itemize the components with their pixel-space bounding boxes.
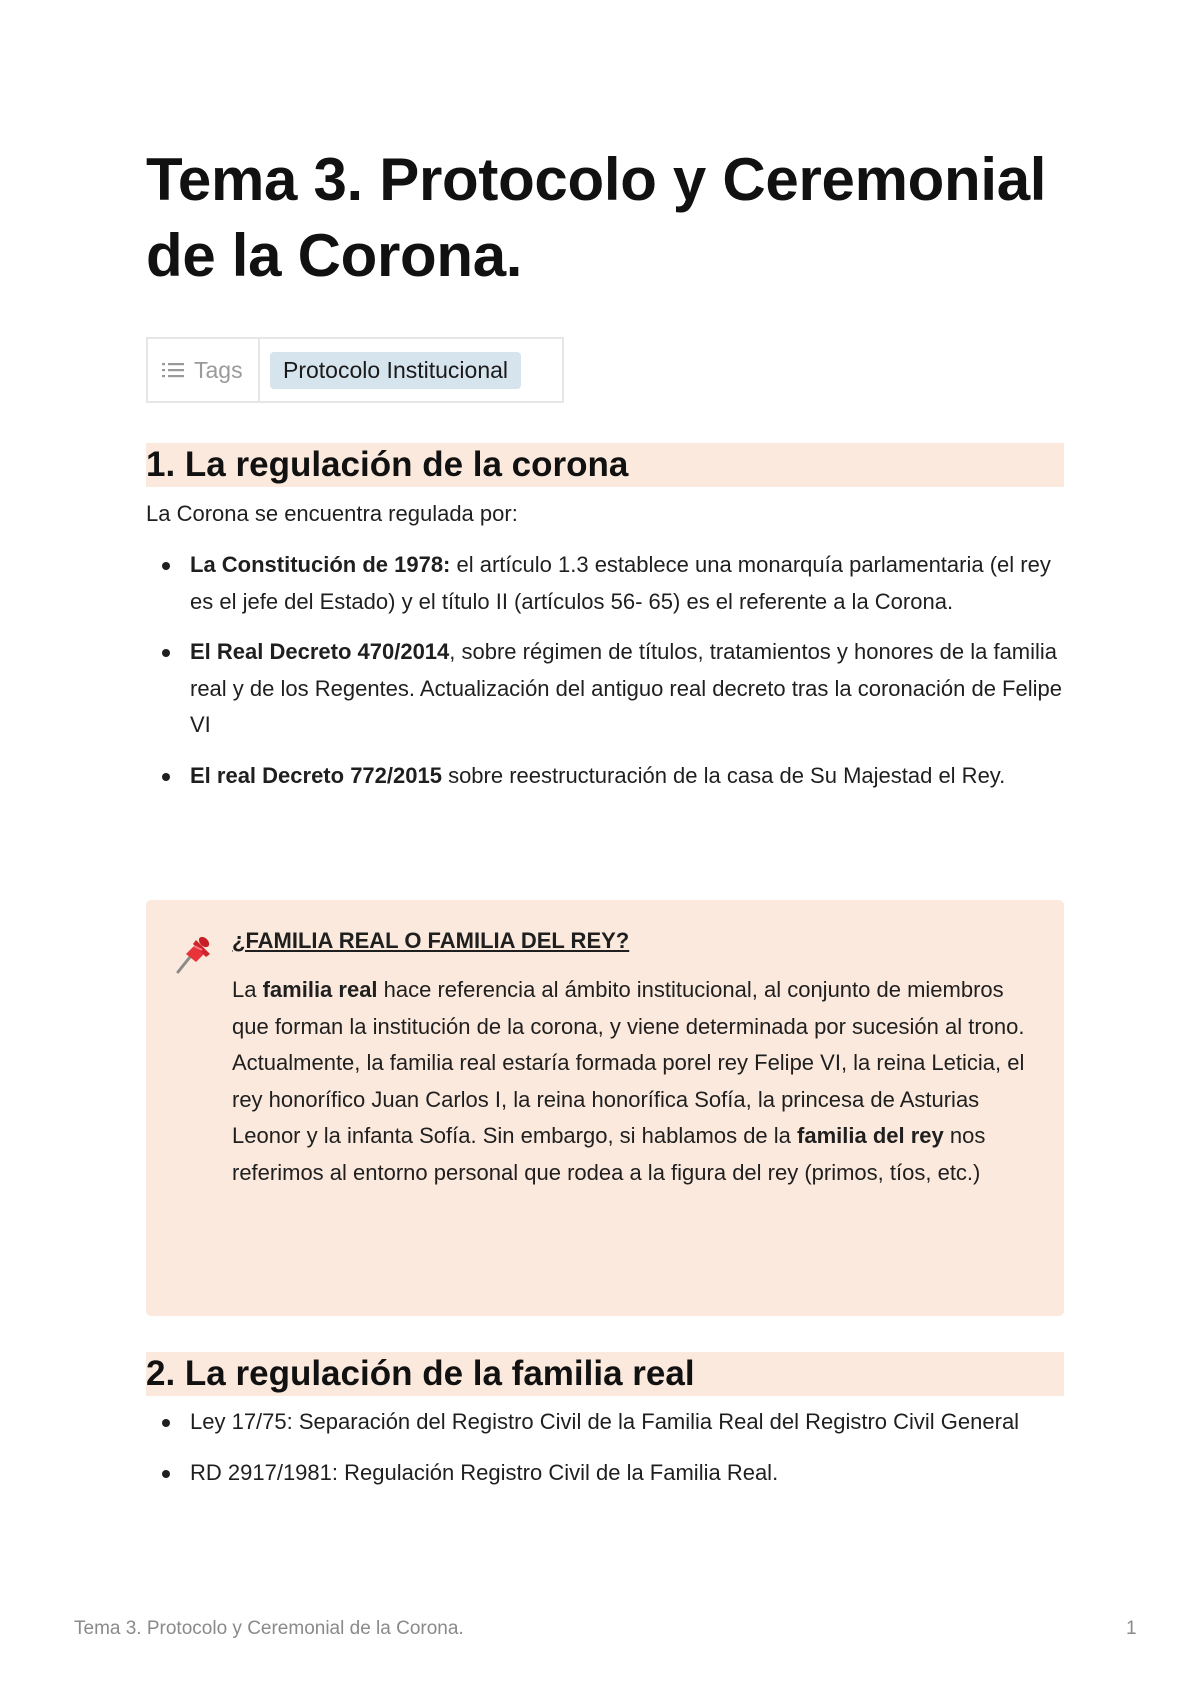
list-item: RD 2917/1981: Regulación Registro Civil de la Familia Real. [146, 1455, 1064, 1492]
callout-title: ¿FAMILIA REAL O FAMILIA DEL REY? [232, 928, 630, 953]
section-1-list [146, 547, 1064, 808]
callout-body: La familia real hace referencia al ámbito institucional, al conjunto de miembros que forman la institución de la corona, y viene determinada por sucesión al trono. Actualmente, la familia real estaría formada porel rey Felipe VI, la reina Leticia, el rey honorífico Juan Carlos I, la reina honorífica Sofía, la princesa de Asturias Leonor y la infanta Sofía. Sin embargo, si hablamos de la familia del rey nos referimos al entorno personal que rodea a la figura del rey (primos, tíos, etc.) [232, 977, 1025, 1185]
section-1-heading: 1. La regulación de la corona [146, 443, 1064, 487]
footer-doc-title: Tema 3. Protocolo y Ceremonial de la Corona. [74, 1618, 464, 1639]
list-item: La Constitución de 1978: el artículo 1.3 establece una monarquía parlamentaria (el rey es el jefe del Estado) y el título II (artículos 56- 65) es el referente a la Corona. [146, 547, 1064, 620]
tag-chip[interactable]: Protocolo Institucional [270, 352, 521, 389]
list-item: Ley 17/75: Separación del Registro Civil de la Familia Real del Registro Civil General [146, 1404, 1064, 1441]
list-icon [162, 357, 184, 384]
footer-page-number: 1 [1126, 1618, 1137, 1639]
list-item: El Real Decreto 470/2014, sobre régimen de títulos, tratamientos y honores de la familia real y de los Regentes. Actualización del antiguo real decreto tras la coronación de Felipe VI [146, 634, 1064, 744]
section-2-heading: 2. La regulación de la familia real [146, 1352, 1064, 1396]
tags-property-value [260, 339, 562, 401]
tags-property-name [148, 339, 260, 401]
properties-table [146, 337, 564, 403]
tags-label: Tags [194, 356, 243, 383]
callout-box [146, 900, 1064, 1316]
section-2-list [146, 1404, 1064, 1505]
page-title: Tema 3. Protocolo y Ceremonial de la Corona. [146, 146, 1047, 289]
section-1-intro: La Corona se encuentra regulada por: [146, 501, 518, 526]
pushpin-icon [172, 930, 218, 976]
list-item: El real Decreto 772/2015 sobre reestructuración de la casa de Su Majestad el Rey. [146, 758, 1064, 795]
